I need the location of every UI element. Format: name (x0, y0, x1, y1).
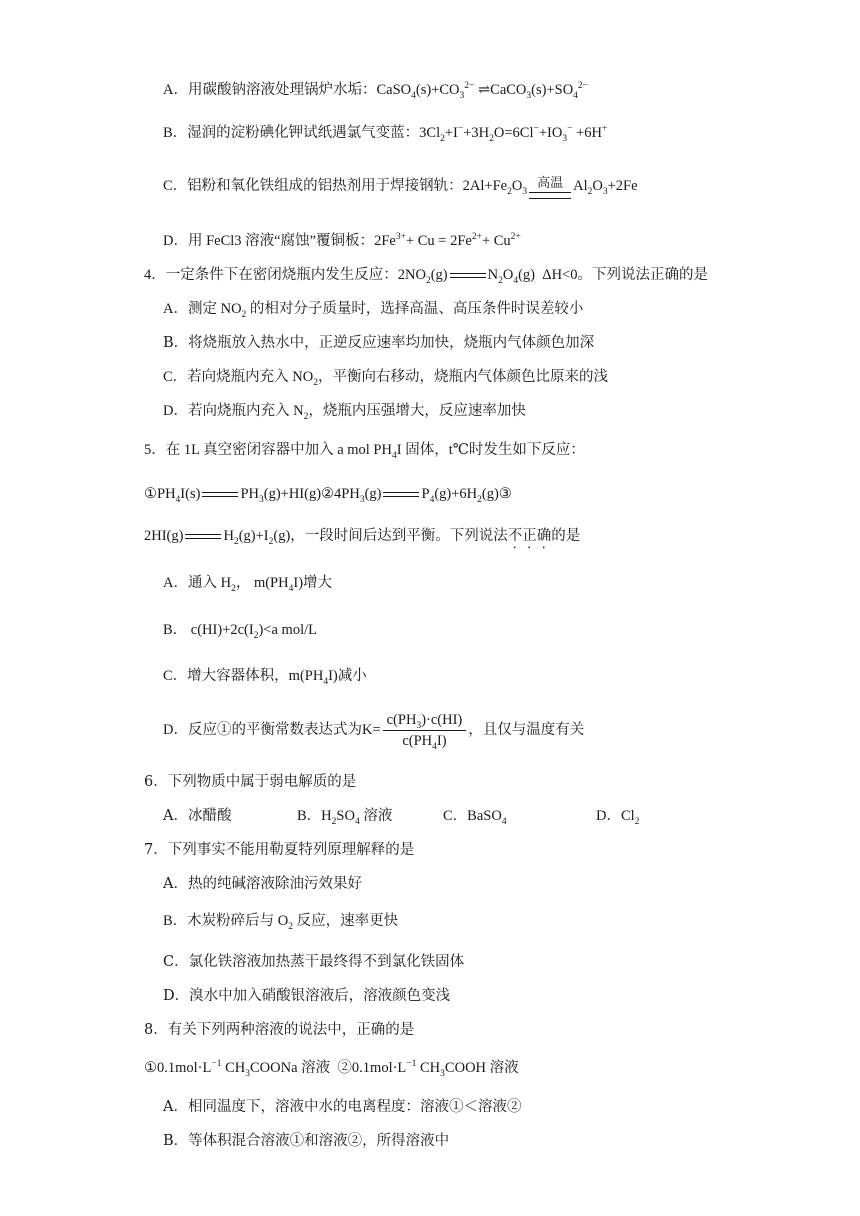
q7-option-d: D．溴水中加入硝酸银溶液后，溶液颜色变浅 (163, 988, 451, 1004)
equilibrium-arrow-icon (185, 532, 221, 542)
q4-option-b: B．将烧瓶放入热水中，正逆反应速率均加快，烧瓶内气体颜色加深 (163, 335, 595, 351)
q5-reaction-line-2: 2HI(g) $H_2(g)+I_2(g)$，一段时间后达到平衡。下列说法不正确的是 (144, 528, 581, 547)
q4-option-d: D．若向烧瓶内充入 $N_2$，烧瓶内压强增大，反应速率加快 (163, 403, 526, 422)
q7-option-a: A．热的纯碱溶液除油污效果好 (163, 876, 362, 892)
q8-stem: 8．有关下列两种溶液的说法中，正确的是 (144, 1022, 415, 1038)
q6-option-c: C．BaSO$_4$ (443, 808, 507, 827)
equilibrium-arrow-icon (202, 490, 238, 500)
equilibrium-arrow-icon (383, 490, 419, 500)
q6-option-d: D．$Cl_2$ (596, 808, 640, 827)
q5-option-c: C．增大容器体积，$m(PH_4I)$减小 (163, 668, 367, 687)
q4-option-c: C．若向烧瓶内充入 $NO_2$，平衡向右移动，烧瓶内气体颜色比原来的浅 (163, 369, 608, 388)
q8-option-b: B．等体积混合溶液①和溶液②，所得溶液中 (163, 1133, 450, 1149)
q7-option-b: B．木炭粉碎后与 $O_2$ 反应，速率更快 (163, 913, 399, 932)
q6-stem: 6．下列物质中属于弱电解质的是 (144, 774, 357, 790)
q5-stem: 5．在 1L 真空密闭容器中加入 a mol $PH_4I$ 固体，t℃时发生如下反应： (144, 442, 585, 461)
q5-reaction-line-1: $①PH_4I(s)$ $PH_3(g)+HI(g)②4PH_3(g)$ $P_4(g)+6H_2(g)③$ (144, 486, 512, 505)
q3-option-d: D．用 FeCl3 溶液“腐蚀”覆铜板：$2Fe^{3+}+ Cu = 2Fe^{2+}+ Cu^{2+}$ (163, 232, 521, 249)
equilibrium-arrow-icon (450, 271, 486, 281)
q5-option-b: B． $c(HI)+2c(I_2)<a$ mol/L (163, 622, 317, 641)
q5-option-d: D．反应①的平衡常数表达式为K= $\frac{c(PH_3)\cdot c(HI)}{c(PH_4I)}$ ，且仅与温度有关 (163, 712, 585, 753)
q8-option-a: A．相同温度下，溶液中水的电离程度：溶液①＜溶液② (163, 1099, 522, 1115)
q4-option-a: A．测定 $NO_2$ 的相对分子质量时，选择高温、高压条件时误差较小 (163, 301, 584, 320)
q6-option-b: B．$H_2SO_4$ 溶液 (297, 808, 393, 827)
reaction-condition: 高温 (529, 175, 571, 199)
q7-option-c: C．氯化铁溶液加热蒸干最终得不到氯化铁固体 (163, 954, 465, 970)
q3-option-a: A．用碳酸钠溶液处理锅炉水垢：$CaSO_4(s)+CO_3^{2-}$ $\rightleftharpoons CaCO_3(s)+SO_4^{2-}$ (163, 81, 589, 101)
q3-option-b: B．湿润的淀粉碘化钾试纸遇氯气变蓝：$3Cl_2+I^-+3H_2O=6Cl^-+IO_3^- +6H^+$ (163, 124, 608, 144)
q4-stem: 4．一定条件下在密闭烧瓶内发生反应：$2NO_2(g)$ $N_2O_4(g)$ ΔH<0。下列说法正确的是 (144, 267, 708, 286)
equilibrium-constant-fraction: $\frac{c(PH_3)\cdot c(HI)}{c(PH_4I)}$ (383, 711, 467, 750)
q7-stem: 7．下列事实不能用勒夏特列原理解释的是 (144, 842, 415, 858)
q3-option-c: C．铝粉和氧化铁组成的铝热剂用于焊接钢轨：$2Al+Fe_2O_3$ 高温 $Al_2O_3+2Fe$ (163, 174, 638, 197)
q5-option-a: A．通入 $H_2$， $m(PH_4I)$增大 (163, 575, 333, 594)
q8-solutions: $①0.1mol\cdot L^{-1}$ $CH_3COONa$ 溶液 $②0.1mol\cdot L^{-1}$ $CH_3COOH$ 溶液 (144, 1059, 519, 1079)
q6-option-a: A．冰醋酸 (163, 808, 232, 824)
